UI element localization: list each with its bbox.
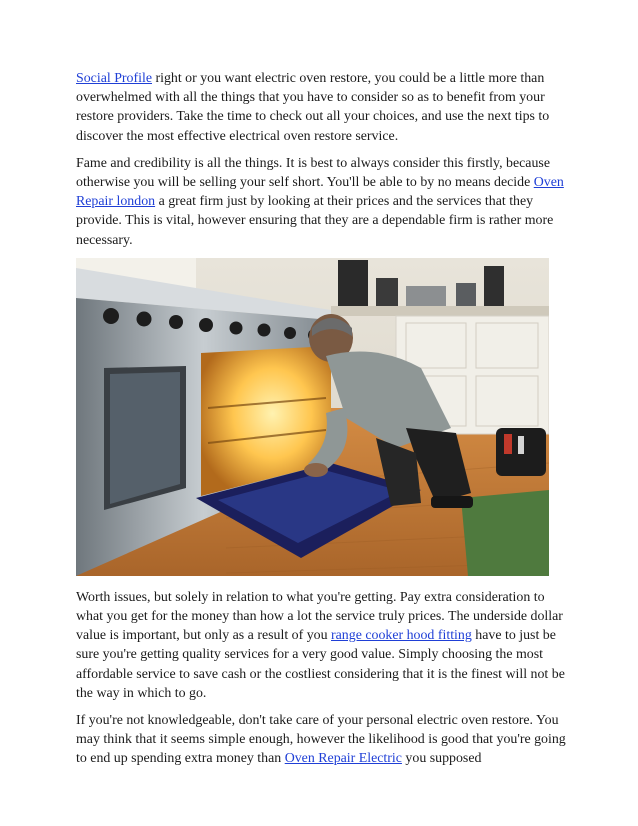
paragraph-knowledge — [76, 711, 566, 769]
oven-repair-electric-link[interactable]: Oven Repair Electric — [284, 751, 402, 767]
paragraph-value-text-a: Worth issues, but solely in relation to what you're getting. Pay extra consideration to what you get for the money than how a lot the service truly prices. The underside dollar value is important, but only as a result of you — [76, 589, 563, 644]
paragraph-knowledge-text-b: you supposed — [401, 751, 482, 767]
paragraph-intro — [76, 69, 566, 146]
blender — [484, 266, 504, 306]
counter-top — [331, 306, 549, 316]
paragraph-knowledge-text-a: If you're not knowledgeable, don't take care of your personal electric oven restore. You may think that it seems simple enough, however the likelihood is good that you're going to end up spending extra money than — [76, 713, 566, 767]
range-cooker-hood-fitting-link[interactable]: range cooker hood fitting — [331, 628, 472, 644]
oven-repair-photo — [76, 258, 549, 576]
paragraph-intro-text: right or you want electric oven restore, you could be a little more than overwhelmed with all the things that you have to consider so as to benefit from your restore providers. Take the time to check out all your choices, and use the next tips to discover the most effective electrical oven restore service. — [76, 71, 550, 144]
green-rug — [461, 490, 549, 576]
paragraph-reputation — [76, 154, 566, 250]
oven-repair-london-link[interactable]: Oven Repair london — [76, 175, 564, 210]
paragraph-reputation-text-a: Fame and credibility is all the things. It is best to always consider this firstly, because otherwise you will be selling your self short. You'll be able to by no means decide — [76, 155, 550, 191]
coffee-machine — [338, 260, 368, 306]
paragraph-value-text-b: have to just be sure you're getting quality services for a very good value. Simply choosing the most affordable service to save cash or the costliest considering that it is the finest will not be the way in which to go. — [76, 628, 565, 701]
paragraph-reputation-text-b: a great firm just by looking at their prices and the services that they provide. This is vital, however ensuring that they are a dependable firm is rather more necessary. — [76, 194, 554, 248]
document-body — [76, 69, 566, 777]
paragraph-value — [76, 588, 566, 703]
social-profile-link[interactable]: Social Profile — [76, 71, 152, 86]
